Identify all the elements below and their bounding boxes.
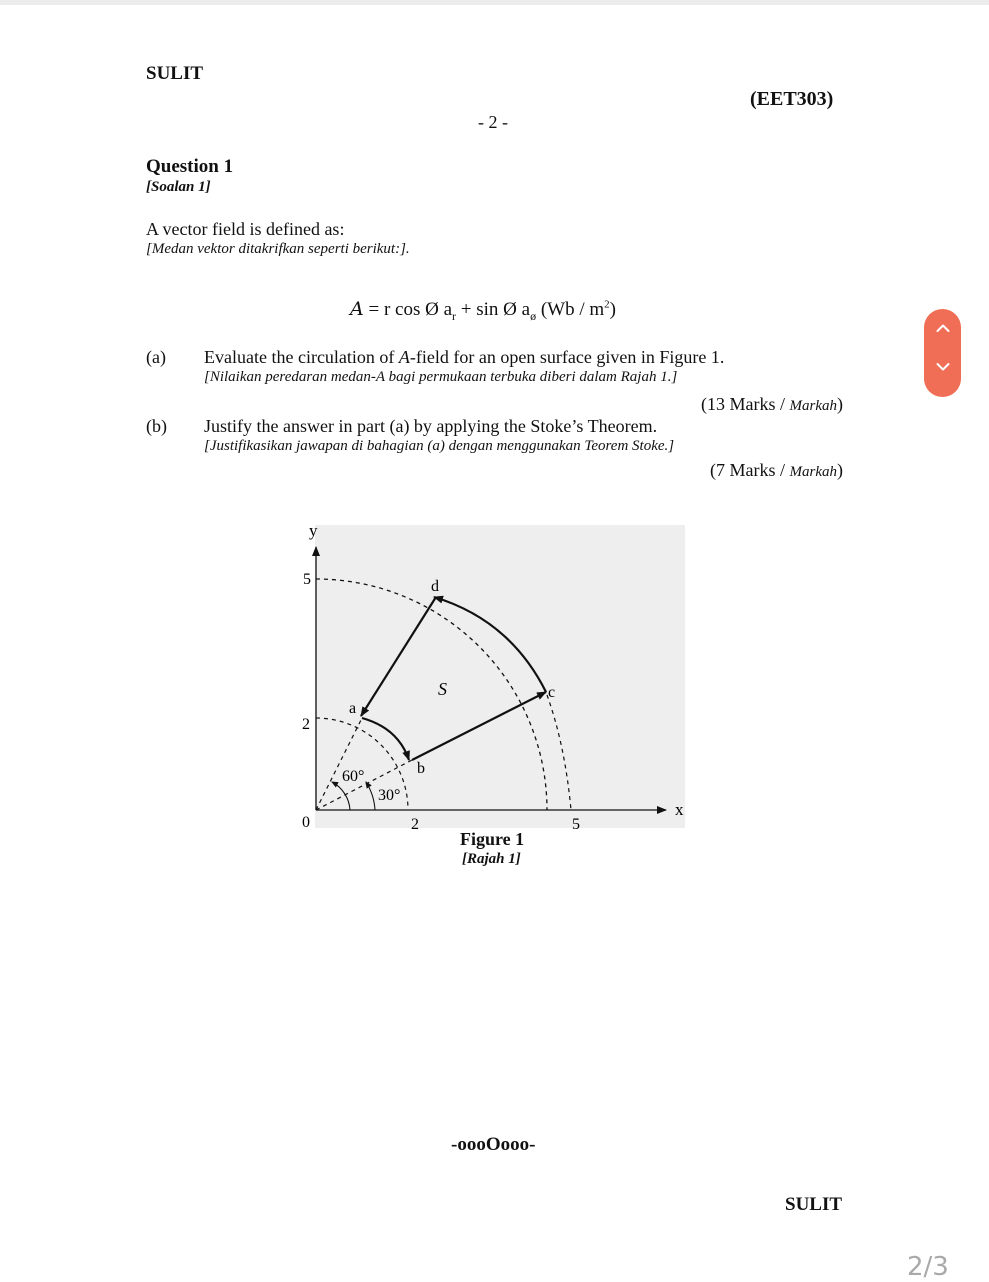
point-d-label: d	[431, 578, 439, 595]
previous-page-button[interactable]	[924, 309, 961, 353]
figure-1-diagram	[290, 515, 700, 835]
equation-unit-sup: 2	[604, 298, 610, 311]
part-a-label: (a)	[146, 347, 166, 367]
equation-term2: sin Ø a	[476, 299, 531, 320]
equation-plus: +	[460, 299, 472, 320]
origin-label: 0	[302, 814, 310, 831]
part-b-marks: (7 Marks / Markah)	[710, 460, 843, 480]
page-nav-pill	[924, 309, 961, 397]
point-b-label: b	[417, 760, 425, 777]
chevron-down-icon	[936, 362, 950, 372]
y-tick-5: 5	[303, 571, 311, 588]
viewer-top-bar	[0, 0, 989, 5]
y-tick-2: 2	[302, 716, 310, 733]
equation-lhs: A	[350, 298, 364, 320]
equation-term1: r cos Ø a	[383, 299, 453, 320]
axis-y-label: y	[309, 521, 318, 540]
page-indicator: 2/3	[907, 1252, 949, 1282]
surface-label: S	[438, 679, 447, 699]
course-code: (EET303)	[750, 88, 834, 110]
question-intro-translation: [Medan vektor ditakrifkan seperti berikut:].	[146, 241, 410, 257]
equation-term2-sub: ø	[530, 308, 537, 323]
part-b-label: (b)	[146, 416, 167, 436]
next-page-button[interactable]	[924, 353, 961, 397]
end-of-paper-mark: -oooOooo-	[451, 1134, 536, 1155]
part-b-translation: [Justifikasikan jawapan di bahagian (a) dengan menggunakan Teorem Stoke.]	[204, 438, 675, 454]
x-tick-5: 5	[572, 816, 580, 833]
equation-unit-close: )	[609, 299, 616, 320]
question-title: Question 1	[146, 156, 234, 177]
part-b-text: Justify the answer in part (a) by applying the Stoke’s Theorem.	[204, 416, 658, 436]
part-a-marks: (13 Marks / Markah)	[701, 394, 843, 414]
equation-equals: =	[368, 299, 380, 320]
equation-term1-sub: r	[452, 308, 457, 323]
equation-unit: (Wb / m	[540, 299, 605, 320]
x-tick-2: 2	[411, 816, 419, 833]
figure-caption-translation: [Rajah 1]	[462, 851, 521, 867]
point-a-label: a	[349, 700, 357, 717]
footer-classification: SULIT	[785, 1194, 843, 1215]
header-classification: SULIT	[146, 63, 204, 84]
figure-caption: Figure 1	[460, 829, 525, 849]
part-a-text: Evaluate the circulation of A-field for an open surface given in Figure 1.	[204, 347, 725, 367]
angle-30-label: 30°	[378, 787, 401, 804]
angle-60-label: 60°	[342, 768, 365, 785]
question-intro: A vector field is defined as:	[146, 219, 345, 239]
question-title-translation: [Soalan 1]	[146, 179, 211, 195]
figure-background	[315, 525, 685, 828]
part-a-translation: [Nilaikan peredaran medan-A bagi permukaan terbuka diberi dalam Rajah 1.]	[204, 369, 678, 385]
chevron-up-icon	[936, 323, 950, 333]
point-c-label: c	[548, 684, 556, 701]
axis-x-label: x	[675, 800, 684, 819]
vector-field-equation	[350, 298, 616, 324]
page-number: - 2 -	[478, 112, 508, 132]
